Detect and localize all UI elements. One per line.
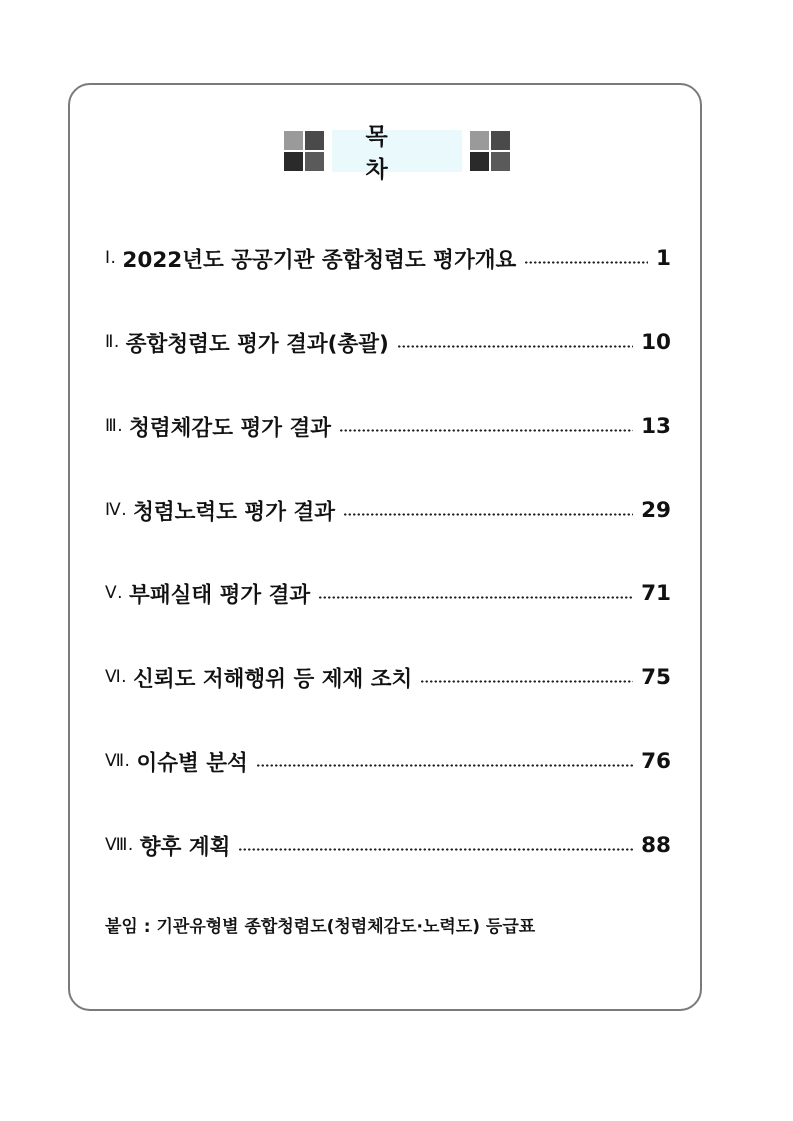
toc-label: 신뢰도 저해행위 등 제재 조치 xyxy=(133,666,413,692)
appendix-note: 붙임 : 기관유형별 종합청렴도(청렴체감도·노력도) 등급표 xyxy=(105,917,536,937)
toc-label: 2022년도 공공기관 종합청렴도 평가개요 xyxy=(122,247,517,273)
dot-leader xyxy=(524,261,648,264)
toc-frame xyxy=(68,83,702,1011)
toc-item[interactable] xyxy=(105,825,671,865)
toc-item[interactable] xyxy=(105,406,671,446)
toc-item[interactable] xyxy=(105,657,671,697)
toc-page-number: 1 xyxy=(656,245,671,271)
dot-leader xyxy=(339,429,633,432)
dot-leader xyxy=(343,513,633,516)
toc-numeral: Ⅱ. xyxy=(105,332,120,352)
toc-label: 이슈별 분석 xyxy=(136,750,248,776)
toc-page-number: 29 xyxy=(641,497,671,523)
toc-page-number: 76 xyxy=(641,748,671,774)
toc-page-number: 75 xyxy=(641,664,671,690)
decorative-squares-icon xyxy=(284,131,324,171)
toc-page-number: 88 xyxy=(641,832,671,858)
dot-leader xyxy=(256,764,633,767)
toc-numeral: Ⅴ. xyxy=(105,583,124,603)
decorative-squares-icon xyxy=(470,131,510,171)
toc-label: 종합청렴도 평가 결과(총괄) xyxy=(125,331,389,357)
toc-item[interactable] xyxy=(105,238,671,278)
toc-label: 청렴노력도 평가 결과 xyxy=(133,499,335,525)
toc-label: 향후 계획 xyxy=(139,834,231,860)
toc-page-number: 10 xyxy=(641,329,671,355)
toc-title-row xyxy=(0,124,793,183)
toc-numeral: Ⅷ. xyxy=(105,835,134,855)
toc-item[interactable] xyxy=(105,490,671,530)
dot-leader xyxy=(318,596,633,599)
toc-numeral: Ⅳ. xyxy=(105,500,128,520)
dot-leader xyxy=(397,345,633,348)
toc-label: 부패실태 평가 결과 xyxy=(129,582,311,608)
dot-leader xyxy=(238,848,633,851)
toc-numeral: Ⅶ. xyxy=(105,751,131,771)
toc-numeral: Ⅵ. xyxy=(105,667,128,687)
toc-numeral: Ⅲ. xyxy=(105,416,124,436)
toc-page-number: 13 xyxy=(641,413,671,439)
dot-leader xyxy=(420,680,633,683)
toc-label: 청렴체감도 평가 결과 xyxy=(129,415,332,441)
toc-numeral: Ⅰ. xyxy=(105,248,117,268)
toc-item[interactable] xyxy=(105,322,671,362)
toc-page-number: 71 xyxy=(641,580,671,606)
page-title: 목 차 xyxy=(332,130,462,172)
toc-item[interactable] xyxy=(105,741,671,781)
toc-item[interactable] xyxy=(105,573,671,613)
